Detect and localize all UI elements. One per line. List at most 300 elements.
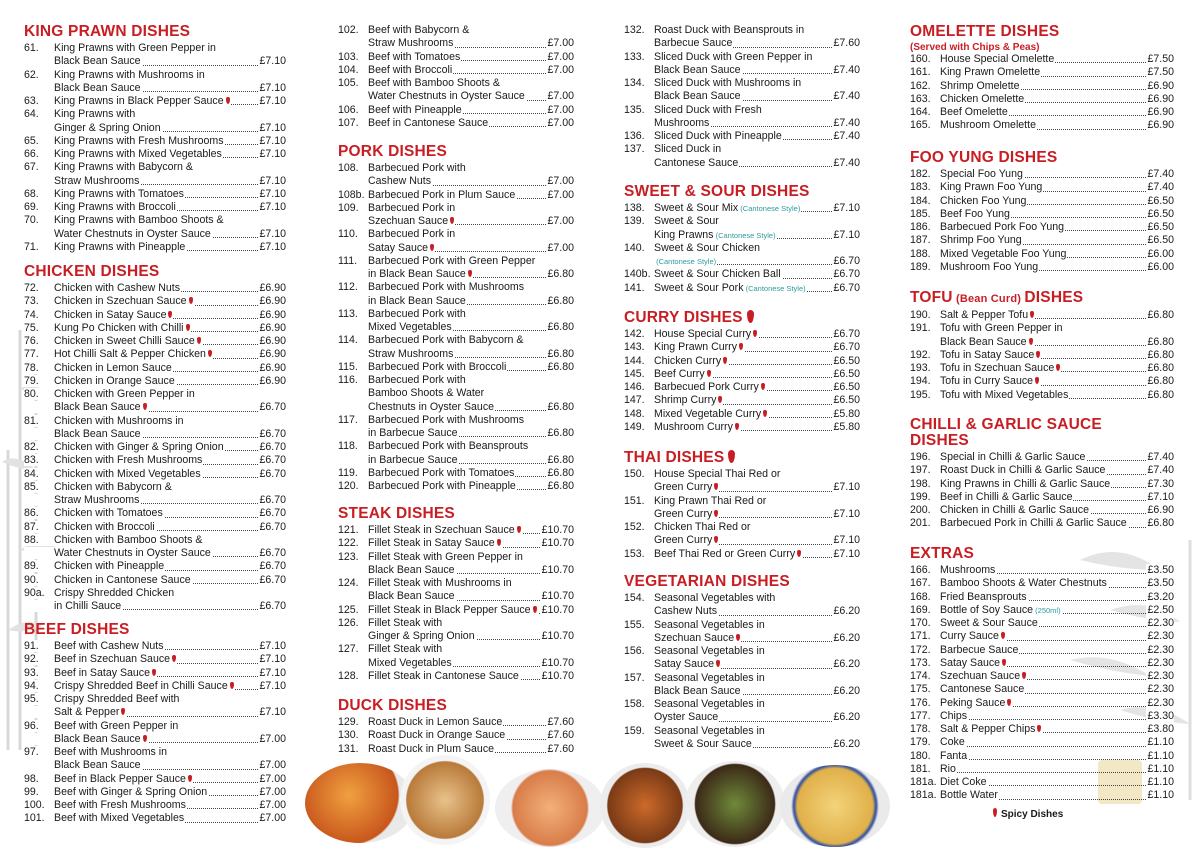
item-number: 104. [338, 63, 359, 76]
menu-item [910, 657, 1174, 670]
chili-icon [714, 483, 718, 490]
item-name: Beef Thai Red or Green Curry [654, 547, 796, 560]
item-number: 112. [338, 281, 358, 294]
item-name: Black Bean Sauce [654, 63, 741, 76]
item-label [338, 175, 432, 187]
item-name: Black Bean Sauce [54, 401, 141, 414]
item-price: £2.30 [1147, 696, 1174, 709]
item-name: Mushroom Foo Yung [940, 260, 1039, 273]
item-price: £6.70 [259, 467, 286, 480]
item-name: House Special Curry [654, 328, 752, 340]
item-name: in Barbecue Sauce [368, 427, 458, 439]
item-number: 72. [24, 282, 39, 294]
menu-item [24, 560, 286, 573]
item-price: £7.40 [833, 90, 860, 103]
item-number: 120. [338, 480, 359, 492]
item-name: Black Bean Sauce [54, 732, 141, 745]
item-price: £6.50 [833, 394, 860, 407]
item-label [24, 653, 177, 665]
menu-item [338, 729, 574, 742]
item-price: £7.00 [547, 188, 574, 201]
item-label [624, 37, 733, 49]
section-heading [338, 504, 574, 524]
section-heading [910, 22, 1174, 42]
item-number: 62. [24, 68, 39, 81]
item-name: Beef in Chilli & Garlic Sauce [940, 490, 1073, 503]
item-price: £7.60 [547, 729, 574, 742]
item-label [24, 175, 140, 187]
item-number: 156. [624, 645, 645, 657]
item-name: Beef in Satay Sauce [54, 666, 150, 679]
menu-item [24, 228, 286, 241]
menu-item [338, 189, 574, 202]
item-label [624, 521, 751, 533]
item-number: 100. [24, 799, 45, 811]
item-name: Sweet & Sour Sauce [654, 737, 752, 750]
menu-item [338, 716, 574, 729]
menu-item [338, 427, 574, 440]
menu-item [338, 321, 574, 334]
menu-item [624, 711, 860, 724]
item-price: £7.00 [547, 63, 574, 76]
item-label [624, 738, 753, 750]
menu-item [24, 812, 286, 825]
item-name: Shrimp Curry [654, 394, 717, 407]
item-number: 105. [338, 77, 359, 89]
item-label [24, 148, 223, 160]
item-price: £7.10 [833, 507, 860, 520]
item-name: Chicken with Pineapple [54, 560, 165, 573]
section-title: FOO YUNG DISHES [910, 149, 1058, 166]
item-name: Sliced Duck with Green Pepper in [654, 50, 813, 63]
menu-section [910, 544, 1174, 803]
item-label [24, 282, 181, 294]
item-number: 63. [24, 95, 39, 107]
item-name: Green Curry [654, 534, 713, 547]
menu-item [24, 148, 286, 161]
item-number: 108. [338, 162, 359, 174]
item-number: 123. [338, 550, 359, 563]
menu-item [910, 517, 1174, 530]
chili-icon [735, 423, 739, 430]
item-name: Barbecued Pork with Beansprouts [368, 440, 529, 453]
item-number: 91. [24, 640, 39, 652]
item-number: 195. [910, 388, 931, 401]
item-number: 110. [338, 228, 358, 241]
item-name: Crispy Shredded Beef with [54, 693, 180, 705]
item-number: 74. [24, 308, 39, 321]
item-name: Chicken in Szechuan Sauce [54, 295, 187, 308]
item-label [24, 560, 165, 572]
item-name: Green Curry [654, 481, 713, 494]
menu-item [24, 108, 286, 121]
item-price: £6.20 [833, 737, 860, 750]
menu-section [624, 24, 860, 170]
menu-item [24, 401, 286, 414]
item-label [910, 630, 1006, 642]
item-label [338, 242, 435, 254]
item-number: 109. [338, 201, 359, 214]
menu-item [24, 534, 286, 547]
menu-item [624, 408, 860, 421]
item-name: Black Bean Sauce [368, 590, 455, 603]
menu-item [338, 255, 574, 268]
menu-section [910, 148, 1174, 274]
item-number: 153. [624, 547, 645, 560]
chili-icon [208, 350, 212, 357]
item-name: Chicken in Sweet Chilli Sauce [54, 335, 195, 347]
item-name: Barbecued Pork in Chilli & Garlic Sauce [940, 517, 1127, 530]
item-name: Chicken in Lemon Sauce [54, 361, 172, 374]
item-name: Beef with Ginger & Spring Onion [54, 785, 208, 798]
item-name: Beef with Pineapple [368, 103, 462, 116]
item-label [624, 394, 723, 406]
item-number: 181. [910, 762, 931, 775]
chili-icon [763, 410, 767, 417]
item-label [338, 401, 495, 413]
item-label [338, 643, 443, 655]
item-label [910, 66, 1041, 78]
menu-item [910, 564, 1174, 577]
menu-item [624, 658, 860, 671]
item-name: Sliced Duck with Fresh [654, 103, 762, 116]
item-price: £6.80 [547, 347, 574, 360]
item-price: £6.80 [1147, 335, 1174, 348]
item-price: £6.90 [259, 295, 286, 308]
item-label [338, 268, 473, 280]
item-number: 196. [910, 451, 931, 463]
item-name: King Prawns with Green Pepper in [54, 42, 216, 54]
chili-icon [430, 244, 434, 251]
chili-icon [1037, 725, 1041, 732]
item-label [624, 24, 805, 36]
item-price: £6.00 [1147, 260, 1174, 273]
item-name: Chicken with Bamboo Shoots & [54, 533, 203, 546]
chili-icon [152, 669, 156, 676]
menu-item [624, 619, 860, 632]
item-label [624, 157, 739, 169]
section-heading [624, 308, 860, 328]
menu-item [338, 334, 574, 347]
item-number: 103. [338, 50, 359, 63]
item-price: £1.10 [1147, 749, 1174, 762]
item-number: 99. [24, 785, 39, 798]
item-name: Kung Po Chicken with Chilli [54, 321, 184, 334]
item-label [910, 464, 1106, 476]
menu-item [910, 389, 1174, 402]
item-price: £7.00 [547, 37, 574, 50]
item-price: £7.10 [259, 653, 286, 666]
item-label [624, 408, 768, 420]
menu-item [910, 451, 1174, 464]
item-name: Szechuan Sauce [368, 215, 449, 227]
menu-item [24, 42, 286, 55]
item-name: King Prawns [654, 228, 714, 241]
item-price: £6.50 [833, 381, 860, 393]
chili-icon [226, 97, 230, 104]
item-price: £6.50 [833, 367, 860, 380]
item-name: Chicken Omelette [940, 92, 1025, 105]
item-number: 170. [910, 617, 931, 629]
menu-item [624, 157, 860, 170]
menu-section [910, 415, 1174, 531]
section-heading [338, 142, 574, 162]
item-label [910, 389, 1069, 401]
menu-section [24, 620, 286, 826]
menu-item [910, 93, 1174, 106]
item-name: Black Bean Sauce [940, 335, 1027, 348]
item-price: £7.10 [259, 640, 286, 652]
item-number: 180. [910, 749, 931, 762]
item-label [624, 685, 742, 697]
item-number: 132. [624, 24, 645, 36]
food-photo [685, 761, 785, 847]
item-price: £2.30 [1147, 670, 1174, 682]
item-label [910, 375, 1040, 387]
menu-section [910, 22, 1174, 133]
chili-icon [1036, 351, 1040, 358]
item-price: £6.70 [833, 281, 860, 294]
item-price: £7.10 [259, 148, 286, 160]
item-label [24, 667, 157, 679]
item-name: Black Bean Sauce [54, 427, 141, 440]
menu-item [338, 348, 574, 361]
item-name: in Black Bean Sauce [368, 294, 466, 307]
item-label [910, 119, 1037, 131]
item-name: Shrimp Omelette [940, 79, 1020, 92]
item-price: £6.20 [833, 605, 860, 618]
item-number: 76. [24, 335, 39, 347]
item-name: Salt & Pepper Chips [940, 723, 1036, 735]
item-label [624, 77, 802, 89]
item-label [338, 334, 524, 346]
menu-item [24, 201, 286, 214]
item-label [24, 214, 225, 226]
menu-item [624, 495, 860, 508]
item-number: 190. [910, 309, 931, 321]
menu-item [24, 746, 286, 759]
item-label [910, 322, 1063, 334]
menu-item [624, 468, 860, 481]
menu-item [24, 693, 286, 706]
menu-item [910, 697, 1174, 710]
item-price: £3.30 [1147, 709, 1174, 722]
menu-item [338, 387, 574, 400]
item-label [624, 90, 742, 102]
item-name: Fillet Steak with Mushrooms in [368, 577, 512, 589]
item-label [338, 387, 485, 399]
item-label [910, 181, 1043, 193]
item-price: £7.50 [1147, 66, 1174, 79]
item-price: £6.80 [547, 400, 574, 413]
item-number: 146. [624, 381, 645, 393]
item-label [910, 504, 1090, 516]
item-label [338, 374, 467, 386]
section-heading [910, 288, 1174, 309]
item-name: Seasonal Vegetables in [654, 618, 765, 631]
item-label [624, 534, 719, 546]
item-label [910, 683, 1025, 695]
item-price: £5.80 [833, 420, 860, 433]
menu-item [910, 591, 1174, 604]
item-label [24, 228, 212, 240]
chili-icon [186, 324, 190, 331]
item-label [338, 281, 525, 293]
menu-item [910, 683, 1174, 696]
item-name: Fanta [940, 749, 968, 762]
chili-icon [517, 526, 521, 533]
item-price: £7.60 [833, 37, 860, 50]
menu-item [24, 773, 286, 786]
menu-item [910, 53, 1174, 66]
item-price: £7.40 [833, 130, 860, 142]
item-name: Mushroom Curry [654, 420, 733, 433]
item-name: Beef with Mixed Vegetables [54, 812, 185, 825]
section-title: SWEET & SOUR DISHES [624, 183, 810, 200]
item-number: 192. [910, 348, 931, 361]
item-label [624, 368, 712, 380]
item-label [24, 507, 164, 519]
menu-item [24, 441, 286, 454]
menu-item [624, 242, 860, 255]
menu-item [910, 336, 1174, 349]
item-name: Ginger & Spring Onion [368, 630, 475, 642]
item-price: £10.70 [541, 669, 574, 682]
item-name: Sliced Duck with Pineapple [654, 130, 782, 142]
item-note: (Cantonese Style) [713, 230, 776, 240]
item-label [624, 725, 766, 737]
item-label [910, 591, 1028, 603]
item-name: Beef in Cantonese Sauce [368, 116, 489, 129]
item-price: £6.80 [1147, 309, 1174, 321]
item-name: Tofu with Mixed Vegetables [940, 388, 1069, 401]
item-price: £6.80 [547, 321, 574, 333]
item-label [338, 202, 456, 214]
section-title-end: DISHES [1024, 289, 1084, 306]
section-title: EXTRAS [910, 545, 975, 562]
item-number: 139. [624, 215, 645, 228]
menu-item [910, 710, 1174, 723]
menu-item [910, 750, 1174, 763]
item-number: 194. [910, 375, 931, 388]
item-name: Barbecue Sauce [654, 37, 733, 50]
item-number: 83. [24, 454, 39, 467]
item-name: Salt & Pepper Tofu [940, 309, 1029, 321]
chili-icon [1022, 672, 1026, 679]
menu-item [910, 644, 1174, 657]
item-name: Chicken with Tomatoes [54, 507, 163, 520]
chili-icon [728, 450, 735, 463]
menu-item [24, 667, 286, 680]
item-price: £6.70 [259, 401, 286, 414]
menu-item [624, 202, 860, 215]
menu-item [624, 341, 860, 354]
item-number: 102. [338, 24, 359, 36]
item-price: £7.40 [1147, 464, 1174, 477]
item-name: Diet Coke [940, 776, 987, 788]
legend-label: Spicy Dishes [1001, 809, 1064, 820]
menu-item [24, 122, 286, 135]
item-label [338, 37, 454, 49]
item-number: 178. [910, 723, 931, 735]
item-number: 201. [910, 517, 931, 530]
item-label [24, 348, 213, 360]
item-label [338, 162, 467, 174]
item-number: 75. [24, 321, 39, 334]
item-number: 126. [338, 616, 359, 629]
menu-item [338, 37, 574, 50]
item-price: £6.70 [259, 427, 286, 440]
item-label [624, 143, 722, 155]
item-label [338, 117, 489, 129]
chili-icon [197, 337, 201, 344]
item-price: £6.80 [547, 466, 574, 479]
item-name: Shrimp Foo Yung [940, 234, 1022, 247]
menu-item [910, 80, 1174, 93]
item-name: King Prawns with Broccoli [54, 201, 176, 213]
item-label [338, 467, 515, 479]
item-name: Sweet & Sour Sauce [940, 617, 1038, 629]
item-label [24, 135, 225, 147]
item-name: Rio [940, 762, 956, 775]
item-name: Barbecue Sauce [940, 643, 1019, 656]
menu-item [910, 234, 1174, 247]
item-label [24, 468, 202, 480]
chili-icon [1030, 311, 1034, 318]
item-label [338, 480, 517, 492]
item-name: King Prawns with Pineapple [54, 240, 186, 253]
menu-item [24, 309, 286, 322]
menu-item [24, 415, 286, 428]
item-name: King Prawns with Bamboo Shoots & [54, 214, 224, 227]
item-number: 117. [338, 413, 358, 426]
menu-item [24, 95, 286, 108]
item-label [24, 309, 173, 321]
menu-item [910, 670, 1174, 683]
menu-item [24, 82, 286, 95]
item-name: King Prawn Thai Red or [654, 494, 767, 507]
item-label [624, 130, 783, 142]
item-label [624, 104, 763, 116]
menu-item [338, 162, 574, 175]
item-label [624, 341, 744, 353]
item-number: 68. [24, 187, 39, 200]
menu-item [24, 600, 286, 613]
item-price: £6.90 [259, 335, 286, 347]
item-label [24, 521, 156, 533]
item-name: King Prawns in Chilli & Garlic Sauce [940, 477, 1111, 490]
item-number: 95. [24, 693, 39, 705]
item-name: Chicken in Satay Sauce [54, 308, 167, 321]
item-price: £1.10 [1147, 789, 1174, 802]
menu-item [910, 776, 1174, 789]
item-number: 189. [910, 260, 931, 273]
item-name: King Prawns with Mixed Vegetables [54, 148, 222, 160]
item-label [338, 64, 453, 76]
item-number: 108b. [338, 188, 365, 201]
item-label [910, 604, 1062, 616]
item-name: Crispy Shredded Chicken [54, 586, 175, 599]
menu-item [624, 51, 860, 64]
item-name: Sweet & Sour [654, 215, 719, 228]
item-price: £7.50 [1147, 53, 1174, 65]
item-price: £7.00 [547, 215, 574, 227]
menu-item [24, 547, 286, 560]
item-number: 140b. [624, 268, 651, 281]
menu-item [338, 480, 574, 493]
item-price: £5.80 [833, 407, 860, 420]
item-number: 67. [24, 161, 39, 174]
